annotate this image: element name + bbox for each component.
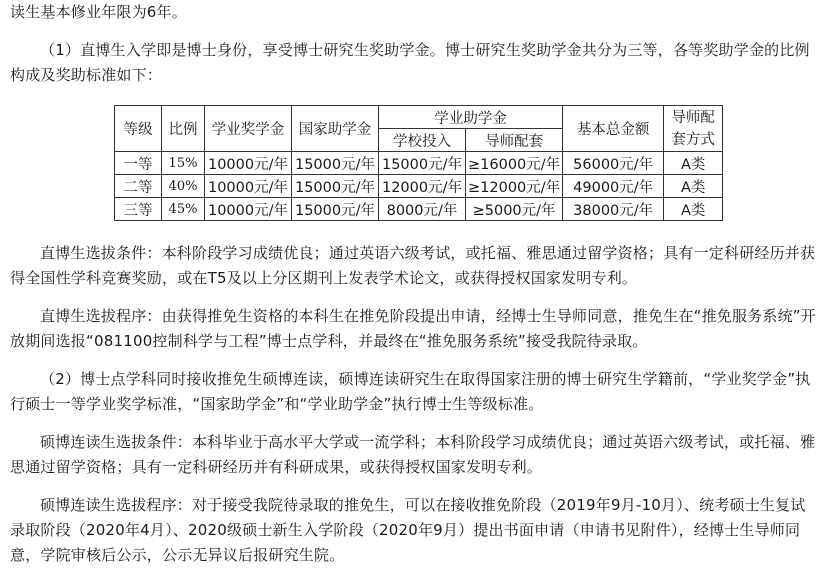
cell-advisor-match: ≥16000元/年 (466, 152, 563, 175)
cell-scholarship: 10000元/年 (205, 152, 292, 175)
cell-total: 56000元/年 (563, 152, 664, 175)
cell-total: 49000元/年 (563, 175, 664, 198)
cell-ratio: 40% (162, 175, 205, 198)
cell-school-investment: 8000元/年 (379, 198, 466, 221)
paragraph-direct-phd-funding: （1）直博生入学即是博士身份，享受博士研究生奖助学金。博士研究生奖助学金共分为三等，各等奖助学金的比例构成及奖助标准如下： (10, 41, 810, 84)
paragraph-master-phd-criteria: 硕博连读生选拔条件：本科毕业于高水平大学或一流学科；本科阶段学习成绩优良；通过英语六级考试，或托福、雅思通过留学资格；具有一定科研经历并有科研成果，或获得授权国家发明专利。 (10, 433, 816, 476)
header-scholarship: 学业奖学金 (205, 106, 292, 152)
scholarship-table (114, 105, 723, 221)
table-row (115, 175, 723, 198)
cell-ratio: 45% (162, 198, 205, 221)
cell-scholarship: 10000元/年 (205, 175, 292, 198)
paragraph-direct-phd-procedure: 直博生选拔程序：由获得推免生资格的本科生在推免阶段提出申请，经博士生导师同意，推免生在“推免服务系统”开放期间选报“081100控制科学与工程”博士点学科，并最终在“推免服务系统”接受我院待录取。 (10, 307, 816, 350)
cell-school-investment: 12000元/年 (379, 175, 466, 198)
cell-advisor-match: ≥12000元/年 (466, 175, 563, 198)
header-school-investment: 学校投入 (379, 129, 466, 152)
header-academic-aid: 学业助学金 (379, 106, 563, 129)
header-advisor-match: 导师配套 (466, 129, 563, 152)
paragraph-master-phd-funding: （2）博士点学科同时接收推免生硕博连读，硕博连读研究生在取得国家注册的博士研究生学籍前，“学业奖学金”执行硕士一等学业奖学标准，“国家助学金”和“学业助学金”执行博士生等级标准。 (10, 370, 811, 413)
cell-national-aid: 15000元/年 (292, 152, 379, 175)
paragraph-master-phd-procedure: 硕博连读生选拔程序：对于接受我院待录取的推免生，可以在接收推免阶段（2019年9月-10月）、统考硕士生复试录取阶段（2020年4月）、2020级硕士新生入学阶段（2020年9月）提出书面申请（申请书见附件），经博士生导师同意，学院审核后公示，公示无异议后报研究生院。 (10, 496, 806, 564)
cell-advisor-match: ≥5000元/年 (466, 198, 563, 221)
cell-total: 38000元/年 (563, 198, 664, 221)
cell-grade: 一等 (115, 152, 162, 175)
cell-ratio: 15% (162, 152, 205, 175)
cell-scholarship: 10000元/年 (205, 198, 292, 221)
header-national-aid: 国家助学金 (292, 106, 379, 152)
document-body (10, 0, 820, 568)
table-row (115, 152, 723, 175)
cell-national-aid: 15000元/年 (292, 175, 379, 198)
paragraph-direct-phd-criteria: 直博生选拔条件：本科阶段学习成绩优良；通过英语六级考试，或托福、雅思通过留学资格；具有一定科研经历并获得全国性学科竞赛奖励，或在T5及以上分区期刊上发表学术论文，或获得授权国家发明专利。 (10, 244, 816, 287)
cell-grade: 二等 (115, 175, 162, 198)
header-ratio: 比例 (162, 106, 205, 152)
cell-method: A类 (664, 175, 723, 198)
cell-method: A类 (664, 152, 723, 175)
cell-school-investment: 15000元/年 (379, 152, 466, 175)
cell-national-aid: 15000元/年 (292, 198, 379, 221)
cell-method: A类 (664, 198, 723, 221)
header-method: 导师配套方式 (664, 106, 723, 152)
intro-line: 读生基本修业年限为6年。 (10, 3, 187, 21)
table-row (115, 198, 723, 221)
header-grade: 等级 (115, 106, 162, 152)
cell-grade: 三等 (115, 198, 162, 221)
header-total: 基本总金额 (563, 106, 664, 152)
